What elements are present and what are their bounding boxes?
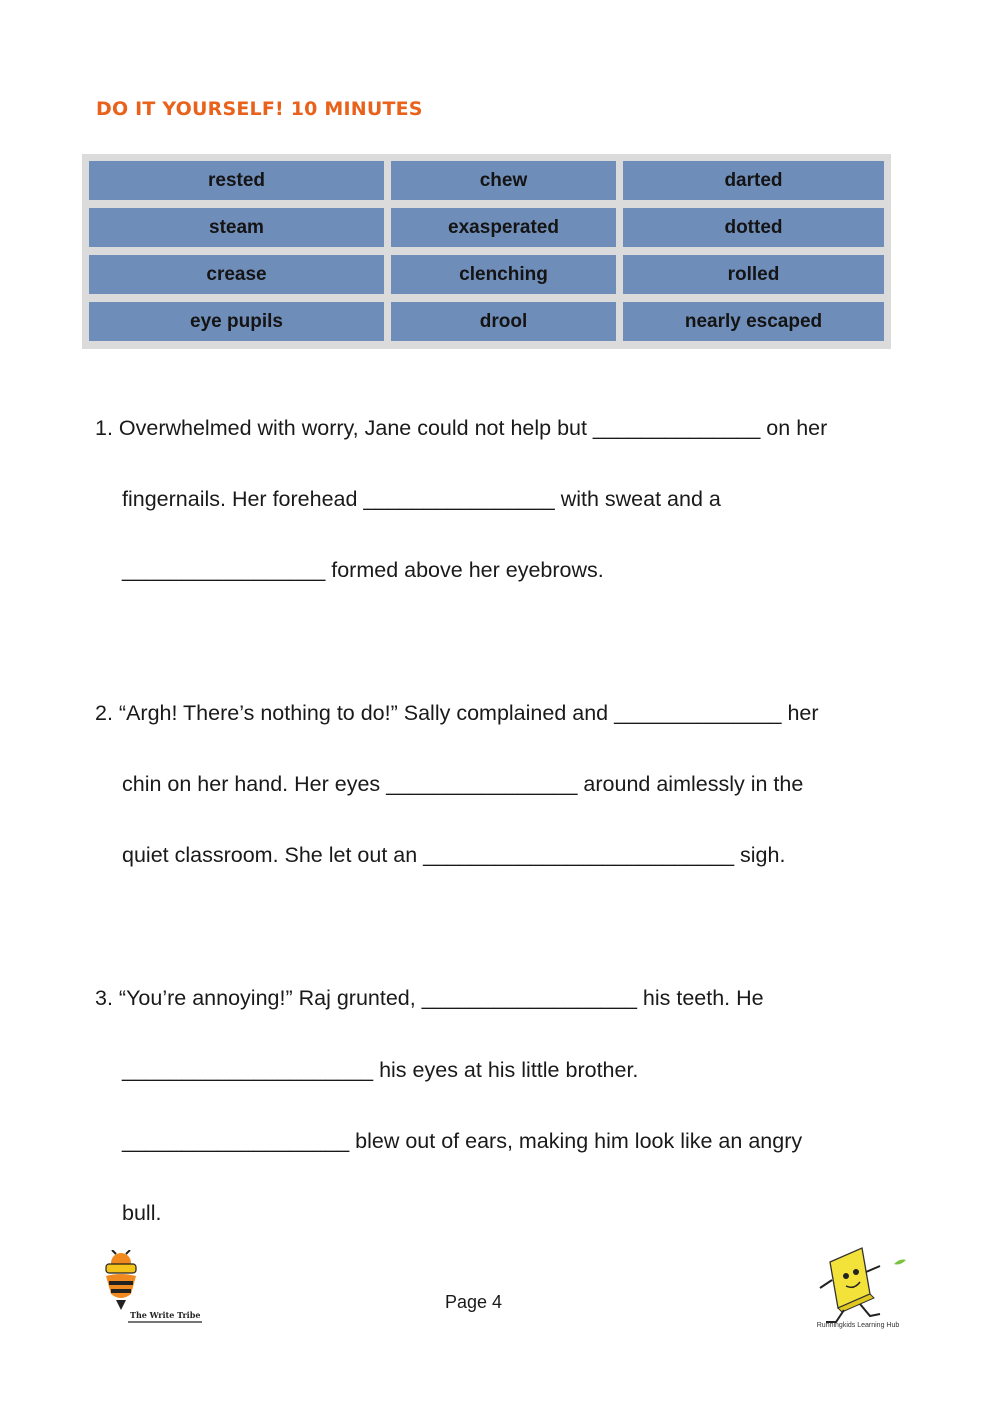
word-bank-cell: drool (391, 302, 616, 341)
word-bank-cell: rolled (623, 255, 884, 294)
question-1-line-1: 1. Overwhelmed with worry, Jane could not help but ______________ on her (95, 416, 828, 440)
page-title: DO IT YOURSELF! 10 MINUTES (96, 98, 423, 120)
word-bank-cell: crease (89, 255, 384, 294)
word-bank-cell: eye pupils (89, 302, 384, 341)
word-bank-cell: darted (623, 161, 884, 200)
question-1-line-2: fingernails. Her forehead ________________ with sweat and a (122, 487, 721, 511)
question-3-line-3: ___________________ blew out of ears, making him look like an angry (122, 1129, 803, 1153)
word-bank-cell: steam (89, 208, 384, 247)
learning-hub-logo (808, 1242, 908, 1342)
write-tribe-logo-text: The Write Tribe (130, 1310, 201, 1320)
word-bank-table (82, 154, 891, 349)
question-2-line-1: 2. “Argh! There’s nothing to do!” Sally complained and ______________ her (95, 701, 819, 725)
word-bank-cell: chew (391, 161, 616, 200)
word-bank-cell: dotted (623, 208, 884, 247)
question-2-line-2: chin on her hand. Her eyes ________________ around aimlessly in the (122, 772, 804, 796)
page-number: Page 4 (445, 1292, 503, 1312)
question-3-line-2: _____________________ his eyes at his little brother. (122, 1058, 639, 1082)
word-bank-cell: rested (89, 161, 384, 200)
word-bank-cell: clenching (391, 255, 616, 294)
word-bank-cell: exasperated (391, 208, 616, 247)
word-bank-cell: nearly escaped (623, 302, 884, 341)
question-2-line-3: quiet classroom. She let out an __________________________ sigh. (122, 843, 786, 867)
write-tribe-logo (98, 1250, 208, 1328)
question-1-line-3: _________________ formed above her eyebrows. (122, 558, 604, 582)
question-3-line-1: 3. “You’re annoying!” Raj grunted, __________________ his teeth. He (95, 986, 764, 1010)
running-book-icon (808, 1242, 908, 1326)
learning-hub-logo-text: Runningkids Learning Hub (816, 1322, 900, 1329)
question-3-line-4: bull. (122, 1201, 162, 1225)
